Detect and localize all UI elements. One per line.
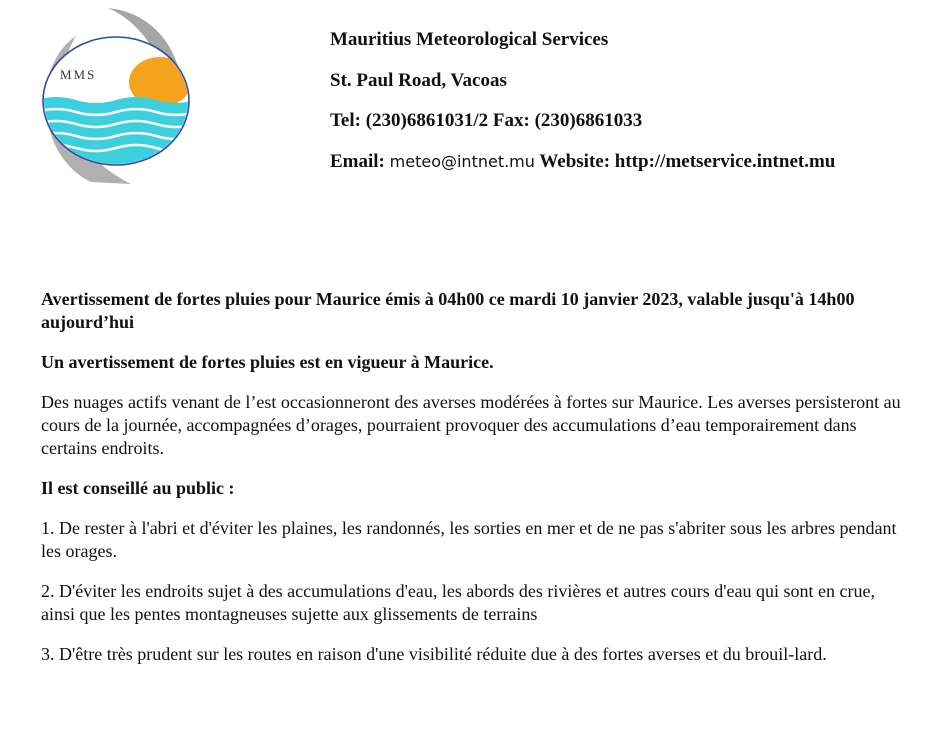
- org-address: St. Paul Road, Vacoas: [330, 69, 507, 91]
- email-label: Email:: [330, 150, 385, 172]
- email-value: meteo@intnet.mu: [389, 151, 535, 171]
- tel-fax: Tel: (230)6861031/2 Fax: (230)6861033: [330, 110, 643, 131]
- website-text: Website: http://metservice.intnet.mu: [539, 150, 836, 172]
- mms-logo: [36, 6, 196, 188]
- org-name: Mauritius Meteorological Services: [330, 29, 609, 50]
- letterhead: [330, 27, 835, 189]
- bulletin-body: [41, 288, 911, 683]
- bulletin-title: Avertissement de fortes pluies pour Maurice émis à 04h00 ce mardi 10 janvier 2023, valable jusqu'à 14h00 aujourd’hui: [41, 289, 855, 332]
- advice-item: 2. D'éviter les endroits sujet à des accumulations d'eau, les abords des rivières et autres cours d'eau qui sont en crue, ainsi que les pentes montagneuses sujette aux glissements de terrains: [41, 581, 875, 624]
- bulletin-subtitle: Un avertissement de fortes pluies est en vigueur à Maurice.: [41, 352, 494, 372]
- advice-item: 3. D'être très prudent sur les routes en raison d'une visibilité réduite due à des fortes averses et du brouil-lard.: [41, 644, 827, 664]
- advice-item: 1. De rester à l'abri et d'éviter les plaines, les randonnés, les sorties en mer et de ne pas s'abriter sous les arbres pendant les orages.: [41, 518, 897, 561]
- logo-text: MMS: [60, 67, 97, 82]
- bulletin-description: Des nuages actifs venant de l’est occasionneront des averses modérées à fortes sur Maurice. Les averses persisteront au cours de la journée, accompagnées d’orages, pourraient provoquer des accumulations d’eau temporairement dans certains endroits.: [41, 392, 901, 458]
- advice-heading: Il est conseillé au public :: [41, 478, 235, 498]
- contact-line: [330, 149, 835, 190]
- mms-logo-graphic: [36, 6, 196, 188]
